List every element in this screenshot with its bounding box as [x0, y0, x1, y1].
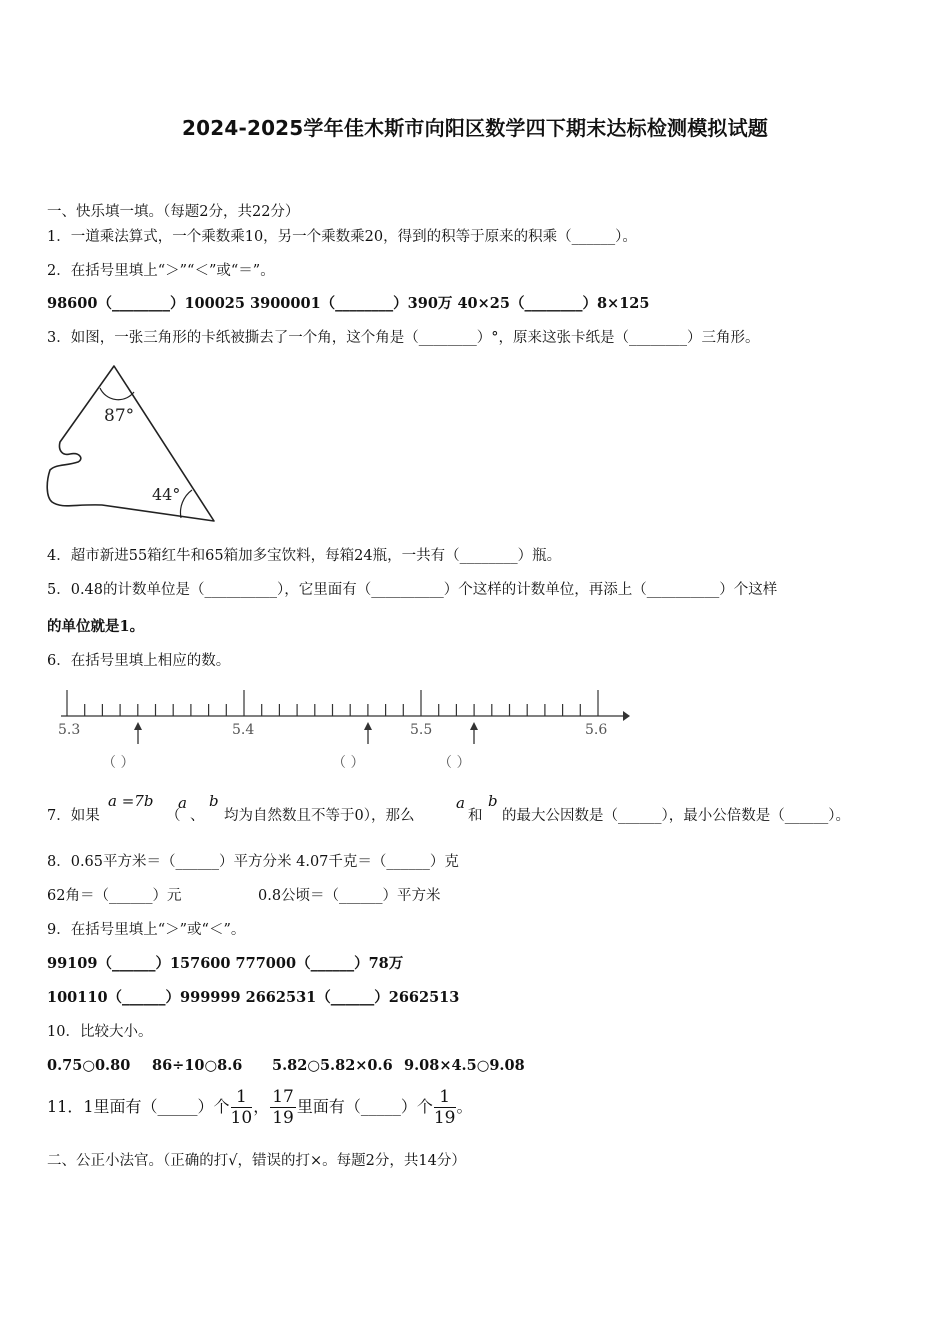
q7-sep: 、	[190, 808, 205, 824]
section1-heading: 一、快乐填一填。（每题2分，共22分）	[47, 204, 300, 220]
question-9: 9．在括号里填上“＞”或“＜”。	[47, 922, 246, 938]
q10-item-3: 5.82○5.82×0.6	[272, 1057, 393, 1074]
answer-bracket-1: （ ）	[102, 755, 135, 771]
q10-item-2: 86÷10○8.6	[152, 1057, 243, 1074]
question-2: 2．在括号里填上“＞”“＜”或“＝”。	[47, 263, 275, 279]
q7-var-b: b	[209, 792, 219, 810]
question-11	[47, 1084, 473, 1130]
question-8-line1: 8．0.65平方米＝（______）平方分米 4.07千克＝（______）克	[47, 854, 459, 870]
question-8-line2a: 62角＝（______）元	[47, 888, 182, 904]
q7-middle: 均为自然数且不等于0），那么	[224, 808, 415, 824]
q7-var-b2: b	[488, 792, 498, 810]
question-4: 4．超市新进55箱红牛和65箱加多宝饮料，每箱24瓶，一共有（________）瓶。	[47, 548, 562, 564]
q7-var-a2: a	[456, 794, 465, 812]
tick-label-5-3: 5.3	[58, 722, 81, 738]
fraction-1-10: $\frac{1}{10}$	[230, 1086, 253, 1128]
question-5-line2: 的单位就是1。	[47, 618, 145, 635]
section2-heading: 二、公正小法官。（正确的打√，错误的打×。每题2分，共14分）	[47, 1153, 466, 1169]
q7-and: 和	[468, 808, 483, 824]
q7-lead: 7．如果	[47, 808, 100, 824]
question-6: 6．在括号里填上相应的数。	[47, 653, 231, 669]
angle-44-label: 44°	[152, 485, 181, 504]
question-10: 10．比较大小。	[47, 1024, 153, 1040]
question-8-line2b: 0.8公顷＝（______）平方米	[258, 888, 441, 904]
question-2-items: 98600（________）100025 3900001（________）390万 40×25（________）8×125	[47, 295, 650, 312]
torn-triangle-figure	[44, 362, 220, 526]
tick-label-5-5: 5.5	[410, 722, 433, 738]
q11-lead: 11．1里面有（_____）个	[47, 1097, 230, 1116]
tick-label-5-6: 5.6	[585, 722, 608, 738]
question-3: 3．如图，一张三角形的卡纸被撕去了一个角，这个角是（________）°，原来这张卡纸是（________）三角形。	[47, 330, 760, 346]
fraction-17-19: $\frac{17}{19}$	[272, 1086, 294, 1128]
q7-tail: 的最大公因数是（______），最小公倍数是（______）。	[502, 808, 850, 824]
q7-formula: a =7b	[108, 792, 154, 810]
answer-bracket-3: （ ）	[438, 755, 471, 771]
q11-middle: 里面有（_____）个	[296, 1097, 433, 1116]
number-line-figure	[55, 686, 640, 778]
q10-item-1: 0.75○0.80	[47, 1057, 131, 1074]
q10-item-4: 9.08×4.5○9.08	[404, 1057, 525, 1074]
page-title: 2024-2025学年佳木斯市向阳区数学四下期末达标检测模拟试题	[181, 116, 769, 140]
angle-87-label: 87°	[104, 406, 135, 426]
q11-end: 。	[456, 1097, 473, 1116]
tick-label-5-4: 5.4	[232, 722, 255, 738]
answer-bracket-2: （ ）	[332, 755, 365, 771]
q7-var-a: a	[178, 794, 187, 812]
question-9-line2: 100110（______）999999 2662531（______）2662513	[47, 989, 460, 1006]
question-1: 1．一道乘法算式，一个乘数乘10，另一个乘数乘20，得到的积等于原来的积乘（______）。	[47, 229, 637, 245]
fraction-1-19: $\frac{1}{19}$	[433, 1086, 456, 1128]
q7-paren: （	[166, 808, 181, 824]
q11-comma: ，	[253, 1097, 270, 1116]
question-5-line1: 5．0.48的计数单位是（__________），它里面有（__________）个这样的计数单位，再添上（__________）个这样	[47, 582, 778, 598]
question-9-line1: 99109（______）157600 777000（______）78万	[47, 955, 404, 972]
